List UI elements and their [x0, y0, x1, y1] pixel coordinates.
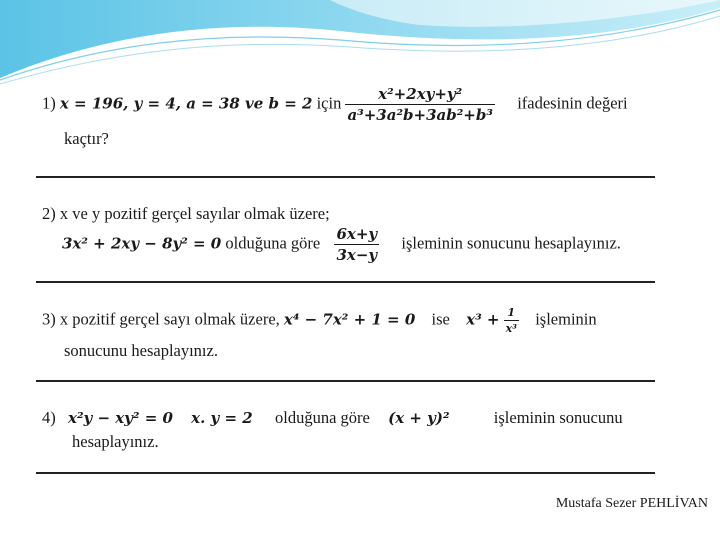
question-3-word-if: ise [431, 309, 450, 329]
question-1-line-1 [42, 85, 628, 124]
question-2-equation: 3x² + 2xy − 8y² = 0 [62, 234, 222, 253]
question-4-tail: işleminin sonucunu [493, 408, 623, 427]
divider-4 [36, 472, 655, 474]
question-3-expr-base: x³ + [466, 310, 500, 329]
divider-3 [36, 380, 655, 382]
question-2-fraction [334, 225, 379, 264]
question-2-tail: işleminin sonucunu hesaplayınız. [401, 233, 621, 253]
question-4-word-given: olduğuna göre [274, 408, 370, 427]
divider-1 [36, 176, 655, 178]
question-3-fraction [504, 306, 519, 335]
question-2-line-1: 2) x ve y pozitif gerçel sayılar olmak üzere; [42, 204, 330, 223]
question-4-line-2: hesaplayınız. [72, 432, 159, 451]
question-3-line-1 [42, 306, 597, 335]
question-1-number: 1) [42, 93, 56, 113]
question-4-expression: (x + y)² [388, 409, 450, 427]
question-2-word-given: olduğuna göre [225, 233, 321, 253]
question-1-numerator: x²+2xy+y² [378, 85, 463, 103]
question-1-tail: ifadesinin değeri [517, 93, 628, 113]
question-4-equation-2: x. y = 2 [191, 409, 253, 427]
question-4-line-1 [42, 408, 623, 428]
question-3-tail: işleminin [535, 309, 597, 329]
question-1-line-2: kaçtır? [64, 129, 109, 148]
question-3-line-2: sonucunu hesaplayınız. [64, 341, 218, 360]
question-3-equation: x⁴ − 7x² + 1 = 0 [283, 310, 416, 329]
question-1-condition: x = 196, y = 4, a = 38 ve b = 2 [59, 94, 313, 113]
question-3-frac-denominator: x³ [505, 322, 517, 335]
header-wave-decoration [0, 0, 720, 90]
question-4-number: 4) [42, 408, 56, 427]
question-2-numerator: 6x+y [336, 225, 378, 243]
question-1-fraction [345, 85, 494, 124]
question-2-line-2 [62, 225, 621, 264]
question-3-frac-numerator: 1 [507, 306, 516, 319]
question-2-denominator: 3x−y [336, 246, 378, 264]
footer-author: Mustafa Sezer PEHLİVAN [555, 496, 708, 511]
divider-2 [36, 281, 655, 283]
question-4-equation-1: x²y − xy² = 0 [68, 409, 173, 427]
question-1-denominator: a³+3a²b+3ab²+b³ [347, 106, 493, 124]
question-1-word-for: için [316, 93, 342, 113]
question-3-lead: 3) x pozitif gerçel sayı olmak üzere, [42, 309, 280, 329]
